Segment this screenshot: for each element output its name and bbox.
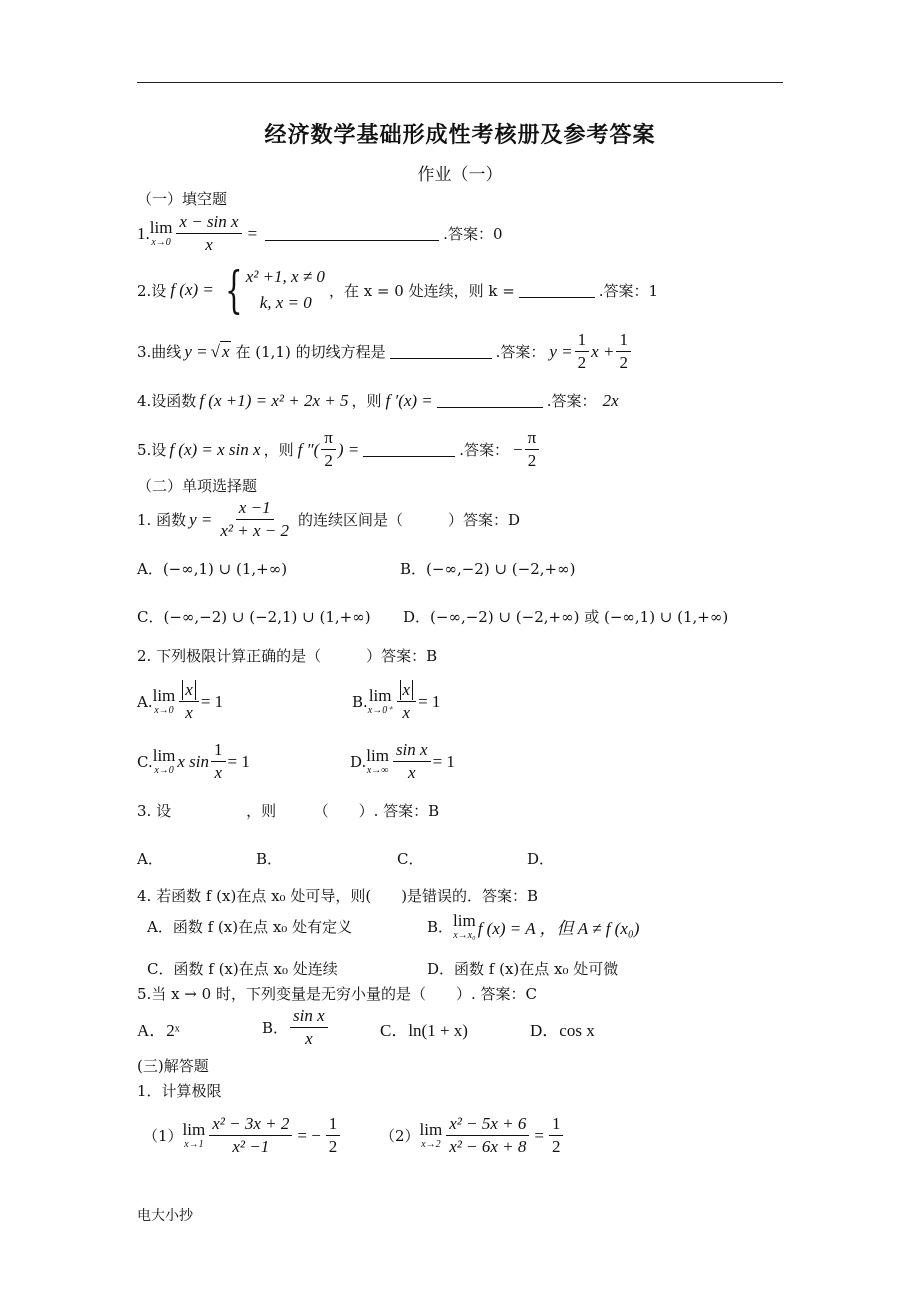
square-root: √ x — [210, 342, 230, 361]
answer-text: .答案： — [459, 441, 510, 459]
section-fill-in: （一）填空题 — [137, 190, 228, 208]
choice-question-4: 4. 若函数 f (x)在点 x₀ 处可导，则( )是错误的．答案：B — [137, 887, 539, 905]
choice-option-4d: D．函数 f (x)在点 x₀ 处可微 — [427, 960, 619, 978]
answer-blank — [519, 283, 595, 298]
choice-option-3b: B． — [256, 850, 283, 868]
choice-option-3c: C． — [397, 850, 424, 868]
choice-option-3a: A． — [137, 850, 163, 868]
choice-question-2: 2. 下列极限计算正确的是（ ）答案：B — [137, 647, 438, 665]
choice-option-1a: A．(−∞,1) ∪ (1,+∞) — [137, 560, 288, 578]
fraction: $\frac{\text{x − sin x}}{x}$ — [176, 212, 241, 255]
choice-question-1: 1. 函数 y = $\frac{x -1}{\text{x² + x − 2}}$ 的连续区间是（ ）答案：D — [137, 498, 521, 540]
answer-blank — [390, 344, 492, 359]
choice-option-5a: A．2ˣ — [137, 1021, 180, 1040]
choice-question-5: 5.当 x → 0 时，下列变量是无穷小量的是（ ）. 答案：C — [137, 985, 537, 1003]
fraction-pi-over-2: $\frac{\pi}{2}$ — [525, 428, 540, 471]
choice-option-2d: D. lim x→∞ $\frac{\text{sin x}}{x}$ = 1 — [350, 740, 455, 782]
choice-option-2a: A. lim x→0 $\frac{x}{x}$ = 1 — [137, 680, 224, 722]
choice-question-3: 3. 设 ，则 （ ）. 答案：B — [137, 802, 440, 820]
section-problems: (三)解答题 — [137, 1057, 209, 1075]
problem-1-heading: 1．计算极限 — [137, 1082, 222, 1100]
choice-option-1d: D．(−∞,−2) ∪ (−2,+∞) 或 (−∞,1) ∪ (1,+∞) — [403, 608, 729, 626]
answer-blank — [265, 226, 439, 241]
fraction-half: $\frac{1}{2}$ — [575, 330, 590, 373]
fraction-half: $\frac{1}{2}$ — [616, 330, 631, 373]
answer-blank — [437, 393, 543, 408]
limit-operator: lim x→0 — [149, 218, 173, 248]
choice-option-3d: D． — [527, 850, 555, 868]
problem-1-part-1: （1） lim x→1 $\frac{\text{x² − 3x + 2}}{\text{x² −1}}$ = − $\frac{1}{2}$ — [143, 1114, 342, 1157]
answer-blank — [363, 442, 455, 457]
fill-question-3: 3.曲线 y = √ x 在 (1,1) 的切线方程是 .答案： y = $\frac{1}{2}$ x + $\frac{1}{2}$ — [137, 330, 633, 373]
document-subtitle: 作业（一） — [417, 165, 503, 185]
answer-text: .答案： — [495, 343, 546, 361]
answer-text: .答案：1 — [598, 281, 659, 300]
fraction-pi-over-2: $\frac{\pi}{2}$ — [321, 428, 336, 471]
choice-option-2c: C. lim x→0 x sin $\frac{1}{x}$ = 1 — [137, 740, 250, 782]
document-title: 经济数学基础形成性考核册及参考答案 — [264, 122, 656, 148]
choice-option-4c: C．函数 f (x)在点 x₀ 处连续 — [147, 960, 338, 978]
fill-question-5: 5.设 f (x) = x sin x ，则 f ″( $\frac{\pi}{2}$ ) = .答案： − $\frac{\pi}{2}$ — [137, 428, 541, 471]
page-footer: 电大小抄 — [137, 1208, 193, 1224]
section-multiple-choice: （二）单项选择题 — [137, 477, 258, 495]
fraction: $\frac{x -1}{\text{x² + x − 2}}$ — [220, 498, 290, 540]
choice-option-5b: B． $\frac{\text{sin x}}{x}$ — [262, 1006, 330, 1049]
choice-option-5d: D．cos x — [530, 1021, 595, 1040]
answer-text: .答案：0 — [443, 225, 503, 243]
fill-question-4: 4.设函数 f (x +1) = x² + 2x + 5 ，则 f ′(x) = .答案： 2x — [137, 390, 619, 410]
choice-option-5c: C．ln(1 + x) — [380, 1021, 468, 1040]
fill-question-1: 1. lim x→0 $\frac{\text{x − sin x}}{x}$ = .答案：0 — [137, 212, 503, 254]
choice-option-4a: A．函数 f (x)在点 x₀ 处有定义 — [147, 918, 353, 936]
header-rule — [137, 82, 783, 83]
problem-1-part-2: （2） lim x→2 $\frac{\text{x² − 5x + 6}}{\text{x² − 6x + 8}}$ = $\frac{1}{2}$ — [380, 1114, 565, 1157]
choice-option-2b: B. lim x→0⁺ $\frac{x}{x}$ = 1 — [352, 680, 441, 722]
fill-question-2: 2.设 f (x) = { x² +1, x ≠ 0 k, x = 0 ，在 x = 0 处连续，则 k = .答案：1 — [137, 261, 659, 319]
answer-text: .答案： — [546, 392, 597, 410]
choice-option-4b: B． lim x→x₀ f (x) = A ，但 A ≠ f (x₀) — [427, 911, 640, 941]
choice-option-1c: C．(−∞,−2) ∪ (−2,1) ∪ (1,+∞) — [137, 608, 371, 626]
choice-option-1b: B．(−∞,−2) ∪ (−2,+∞) — [400, 560, 576, 578]
piecewise-cases: { x² +1, x ≠ 0 k, x = 0 — [225, 261, 325, 319]
